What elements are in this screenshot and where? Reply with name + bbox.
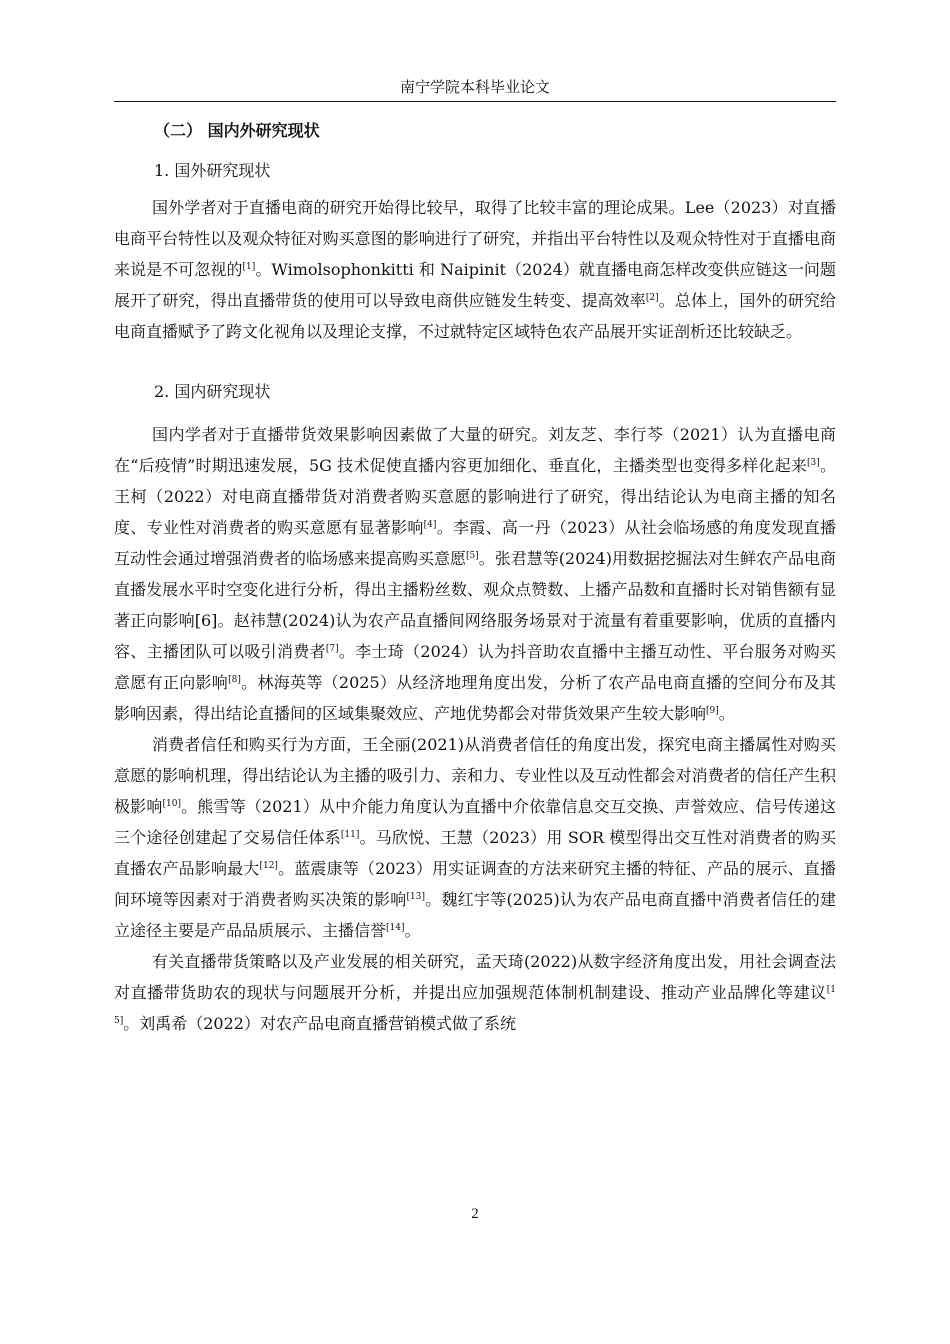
paragraph-consumer-trust: 消费者信任和购买行为方面，王全丽(2021)从消费者信任的角度出发，探究电商主播属性对购买意愿的影响机理，得出结论认为主播的吸引力、亲和力、专业性以及互动性都会对消费者的信任产生积极影响[10]。熊雪等（2021）从中介能力角度认为直播中介依靠信息交互交换、声誉效应、信号传递这三个途径创建起了交易信任体系[11]。马欣悦、王慧（2023）用 SOR 模型得出交互性对消费者的购买直播农产品影响最大[12]。蓝震康等（2023）用实证调查的方法来研究主播的特征、产品的展示、直播间环境等因素对于消费者购买决策的影响[13]。魏红宇等(2025)认为农产品电商直播中消费者信任的建立途径主要是产品品质展示、主播信誉[14]。 bbox=[114, 735, 836, 940]
citation-13[interactable]: [13] bbox=[406, 892, 425, 902]
citation-14[interactable]: [14] bbox=[386, 923, 405, 933]
paragraph-domestic-factors: 国内学者对于直播带货效果影响因素做了大量的研究。刘友芝、李行芩（2021）认为直播电商在“后疫情”时期迅速发展，5G 技术促使直播内容更加细化、垂直化，主播类型也变得多样化起来[3]。王柯（2022）对电商直播带货对消费者购买意愿的影响进行了研究，得出结论认为电商主播的知名度、专业性对消费者的购买意愿有显著影响[4]。李霞、高一丹（2023）从社会临场感的角度发现直播互动性会通过增强消费者的临场感来提高购买意愿[5]。张君慧等(2024)用数据挖掘法对生鲜农产品电商直播发展水平时空变化进行分析，得出主播粉丝数、观众点赞数、上播产品数和直播时长对销售额有显著正向影响[6]。赵祎慧(2024)认为农产品直播间网络服务场景对于流量有着重要影响，优质的直播内容、主播团队可以吸引消费者[7]。李士琦（2024）认为抖音助农直播中主播互动性、平台服务对购买意愿有正向影响[8]。林海英等（2025）从经济地理角度出发，分析了农产品电商直播的空间分布及其影响因素，得出结论直播间的区域集聚效应、产地优势都会对带货效果产生较大影响[9]。 bbox=[114, 425, 836, 723]
citation-7[interactable]: [7] bbox=[325, 644, 339, 654]
citation-12[interactable]: [12] bbox=[259, 861, 278, 871]
citation-4[interactable]: [4] bbox=[423, 520, 437, 530]
paragraph-foreign-research: 国外学者对于直播电商的研究开始得比较早，取得了比较丰富的理论成果。Lee（2023）对直播电商平台特性以及观众特征对购买意图的影响进行了研究，并指出平台特性以及观众特性对于直播电商来说是不可忽视的[1]。Wimolsophonkitti 和 Naipinit（2024）就直播电商怎样改变供应链这一问题展开了研究，得出直播带货的使用可以导致电商供应链发生转变、提高效率[2]。总体上，国外的研究给电商直播赋予了跨文化视角以及理论支撑，不过就特定区域特色农产品展开实证剖析还比较缺乏。 bbox=[114, 198, 836, 341]
citation-11[interactable]: [11] bbox=[340, 830, 360, 840]
citation-5[interactable]: [5] bbox=[466, 551, 479, 561]
page-body bbox=[114, 112, 836, 1039]
citation-2[interactable]: [2] bbox=[645, 293, 659, 303]
citation-1[interactable]: [1] bbox=[242, 262, 256, 272]
subsection-heading-domestic: 2. 国内研究现状 bbox=[154, 382, 271, 401]
citation-9[interactable]: [9] bbox=[706, 706, 719, 716]
section-heading: （二） 国内外研究现状 bbox=[154, 121, 320, 140]
citation-10[interactable]: [10] bbox=[162, 799, 181, 809]
page-number: 2 bbox=[471, 1206, 479, 1222]
header-rule bbox=[114, 101, 836, 102]
subsection-heading-foreign: 1. 国外研究现状 bbox=[154, 161, 271, 180]
citation-8[interactable]: [8] bbox=[228, 675, 241, 685]
running-header: 南宁学院本科毕业论文 bbox=[399, 78, 550, 96]
citation-15[interactable]: [15] bbox=[114, 985, 836, 1026]
citation-3[interactable]: [3] bbox=[807, 458, 820, 468]
paragraph-strategy-industry: 有关直播带货策略以及产业发展的相关研究，孟天琦(2022)从数字经济角度出发，用社会调查法对直播带货助农的现状与问题展开分析，并提出应加强规范体制机制建设、推动产业品牌化等建议[15]。刘禹希（2022）对农产品电商直播营销模式做了系统 bbox=[114, 952, 836, 1033]
